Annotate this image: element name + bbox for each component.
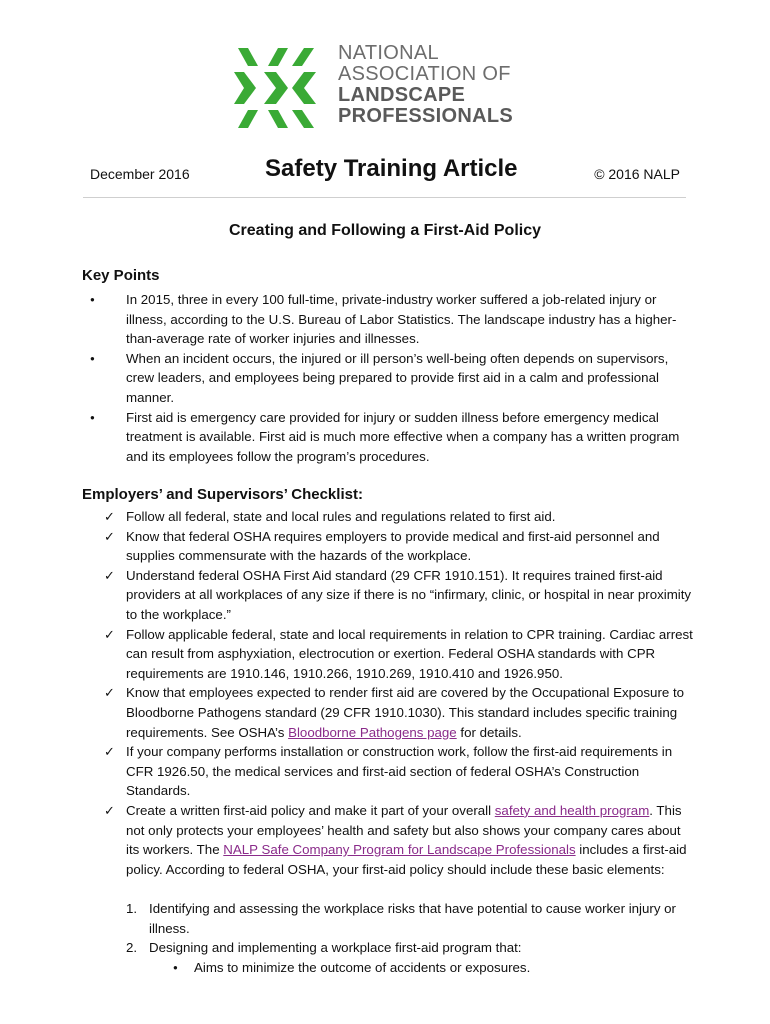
safety-health-program-link[interactable]: safety and health program — [494, 802, 650, 818]
sub-bullet-item — [104, 958, 694, 978]
checklist-text: Know that employees expected to render first aid are covered by the Occupational Exposure to Bloodborne Pathogens standard (29 CFR 1910.1030). This standard includes specific training requirements. See OSHA’s — [126, 685, 685, 740]
check-icon: ✓ — [104, 567, 115, 583]
logo-line-1: NATIONAL — [338, 42, 439, 64]
logo-chevron-3 — [292, 48, 314, 66]
article-header — [90, 155, 690, 191]
logo-chevron-10 — [238, 110, 258, 128]
logo-chevron-5 — [234, 88, 256, 104]
check-icon: ✓ — [104, 744, 115, 760]
item-number: 2. — [126, 940, 138, 956]
check-icon: ✓ — [104, 685, 115, 701]
logo-chevron-4 — [234, 72, 256, 88]
first-aid-elements-list — [104, 899, 694, 958]
checklist-item — [104, 527, 694, 566]
logo-line-3: LANDSCAPE — [338, 84, 466, 106]
checklist-item — [104, 566, 694, 625]
checklist-text: Understand federal OSHA First Aid standard (29 CFR 1910.151). It requires trained first-aid providers at all workplaces of any size if there is no “infirmary, clinic, or hospital in near proximity to the workplace.” — [126, 567, 692, 622]
check-icon: ✓ — [104, 802, 115, 818]
key-point-item: ● First aid is emergency care provided for injury or sudden illness before emergency medical treatment is available. First aid is much more effective when a company has a written program and its employees follow the program’s procedures. — [104, 408, 689, 467]
checklist-text: for details. — [456, 724, 522, 740]
check-icon: ✓ — [104, 528, 115, 544]
logo-wordmark — [338, 43, 513, 127]
checklist-item — [104, 683, 694, 742]
nalp-safe-company-link[interactable]: NALP Safe Company Program for Landscape Professionals — [223, 842, 576, 858]
logo-chevron-8 — [292, 72, 316, 88]
checklist-text: If your company performs installation or construction work, follow the first-aid requirements in CFR 1926.50, the medical services and first-aid section of federal OSHA’s Construction Standards. — [126, 744, 673, 799]
article-type-title: Safety Training Article — [265, 155, 518, 182]
logo-chevron-9 — [292, 88, 316, 104]
checklist-text: includes a first-aid policy. According to federal OSHA, your first-aid policy should include these basic elements: — [126, 842, 687, 877]
logo-chevron-11 — [268, 110, 288, 128]
checklist-item — [104, 801, 694, 879]
checklist-item — [104, 507, 694, 527]
checklist-text: . This not only protects your employees’ health and safety but also shows your company cares about its workers. The — [126, 802, 682, 858]
checklist — [104, 507, 694, 879]
sub-bullet-text: Aims to minimize the outcome of accidents or exposures. — [194, 960, 531, 975]
logo-chevron-7 — [264, 88, 288, 104]
header-divider — [83, 197, 686, 198]
key-point-item: ● When an incident occurs, the injured or ill person’s well-being often depends on supervisors, crew leaders, and employees being prepared to provide first aid in a calm and professional manner. — [104, 349, 689, 408]
checklist-item — [104, 742, 694, 801]
key-point-item: ● In 2015, three in every 100 full-time, private-industry worker suffered a job-related injury or illness, according to the U.S. Bureau of Labor Statistics. The landscape industry has a higher-than-average rate of worker injuries and illnesses. — [104, 290, 689, 349]
checklist-item — [104, 625, 694, 684]
bullet-dot-icon: ● — [173, 963, 178, 972]
key-points-heading: Key Points — [82, 267, 160, 284]
checklist-text: Follow applicable federal, state and local requirements in relation to CPR training. Cardiac arrest can result from asphyxiation, electrocution or exertion. Federal OSHA standards with CPR requirements are 1910.146, 1910.266, 1910.269, 1910.410 and 1926.950. — [126, 626, 693, 681]
checklist-heading: Employers’ and Supervisors’ Checklist: — [82, 486, 363, 503]
numbered-text: Identifying and assessing the workplace risks that have potential to cause worker injury or illness. — [149, 901, 676, 936]
check-icon: ✓ — [104, 626, 115, 642]
checklist-text: Follow all federal, state and local rules and regulations related to first aid. — [126, 509, 556, 524]
numbered-text: Designing and implementing a workplace first-aid program that: — [149, 940, 522, 956]
check-icon: ✓ — [104, 509, 115, 524]
copyright-notice: © 2016 NALP — [594, 166, 680, 182]
bloodborne-pathogens-link[interactable]: Bloodborne Pathogens page — [288, 724, 457, 740]
logo-chevron-6 — [264, 72, 288, 88]
key-points-list — [104, 290, 689, 466]
article-date: December 2016 — [90, 166, 190, 182]
numbered-item — [104, 938, 694, 958]
logo-line-2: ASSOCIATION OF — [338, 63, 511, 85]
article-title: Creating and Following a First-Aid Policy — [228, 222, 542, 239]
checklist-text: Know that federal OSHA requires employers to provide medical and first-aid personnel and supplies commensurate with the hazards of the workplace. — [126, 528, 660, 564]
checklist-text: Create a written first-aid policy and make it part of your overall — [126, 802, 495, 818]
program-sub-list — [104, 958, 694, 978]
logo-chevron-12 — [292, 110, 314, 128]
logo-line-4: PROFESSIONALS — [338, 105, 514, 127]
numbered-item — [104, 899, 694, 938]
logo-chevron-1 — [238, 48, 258, 66]
logo-chevron-2 — [268, 48, 288, 66]
item-number: 1. — [126, 901, 138, 916]
